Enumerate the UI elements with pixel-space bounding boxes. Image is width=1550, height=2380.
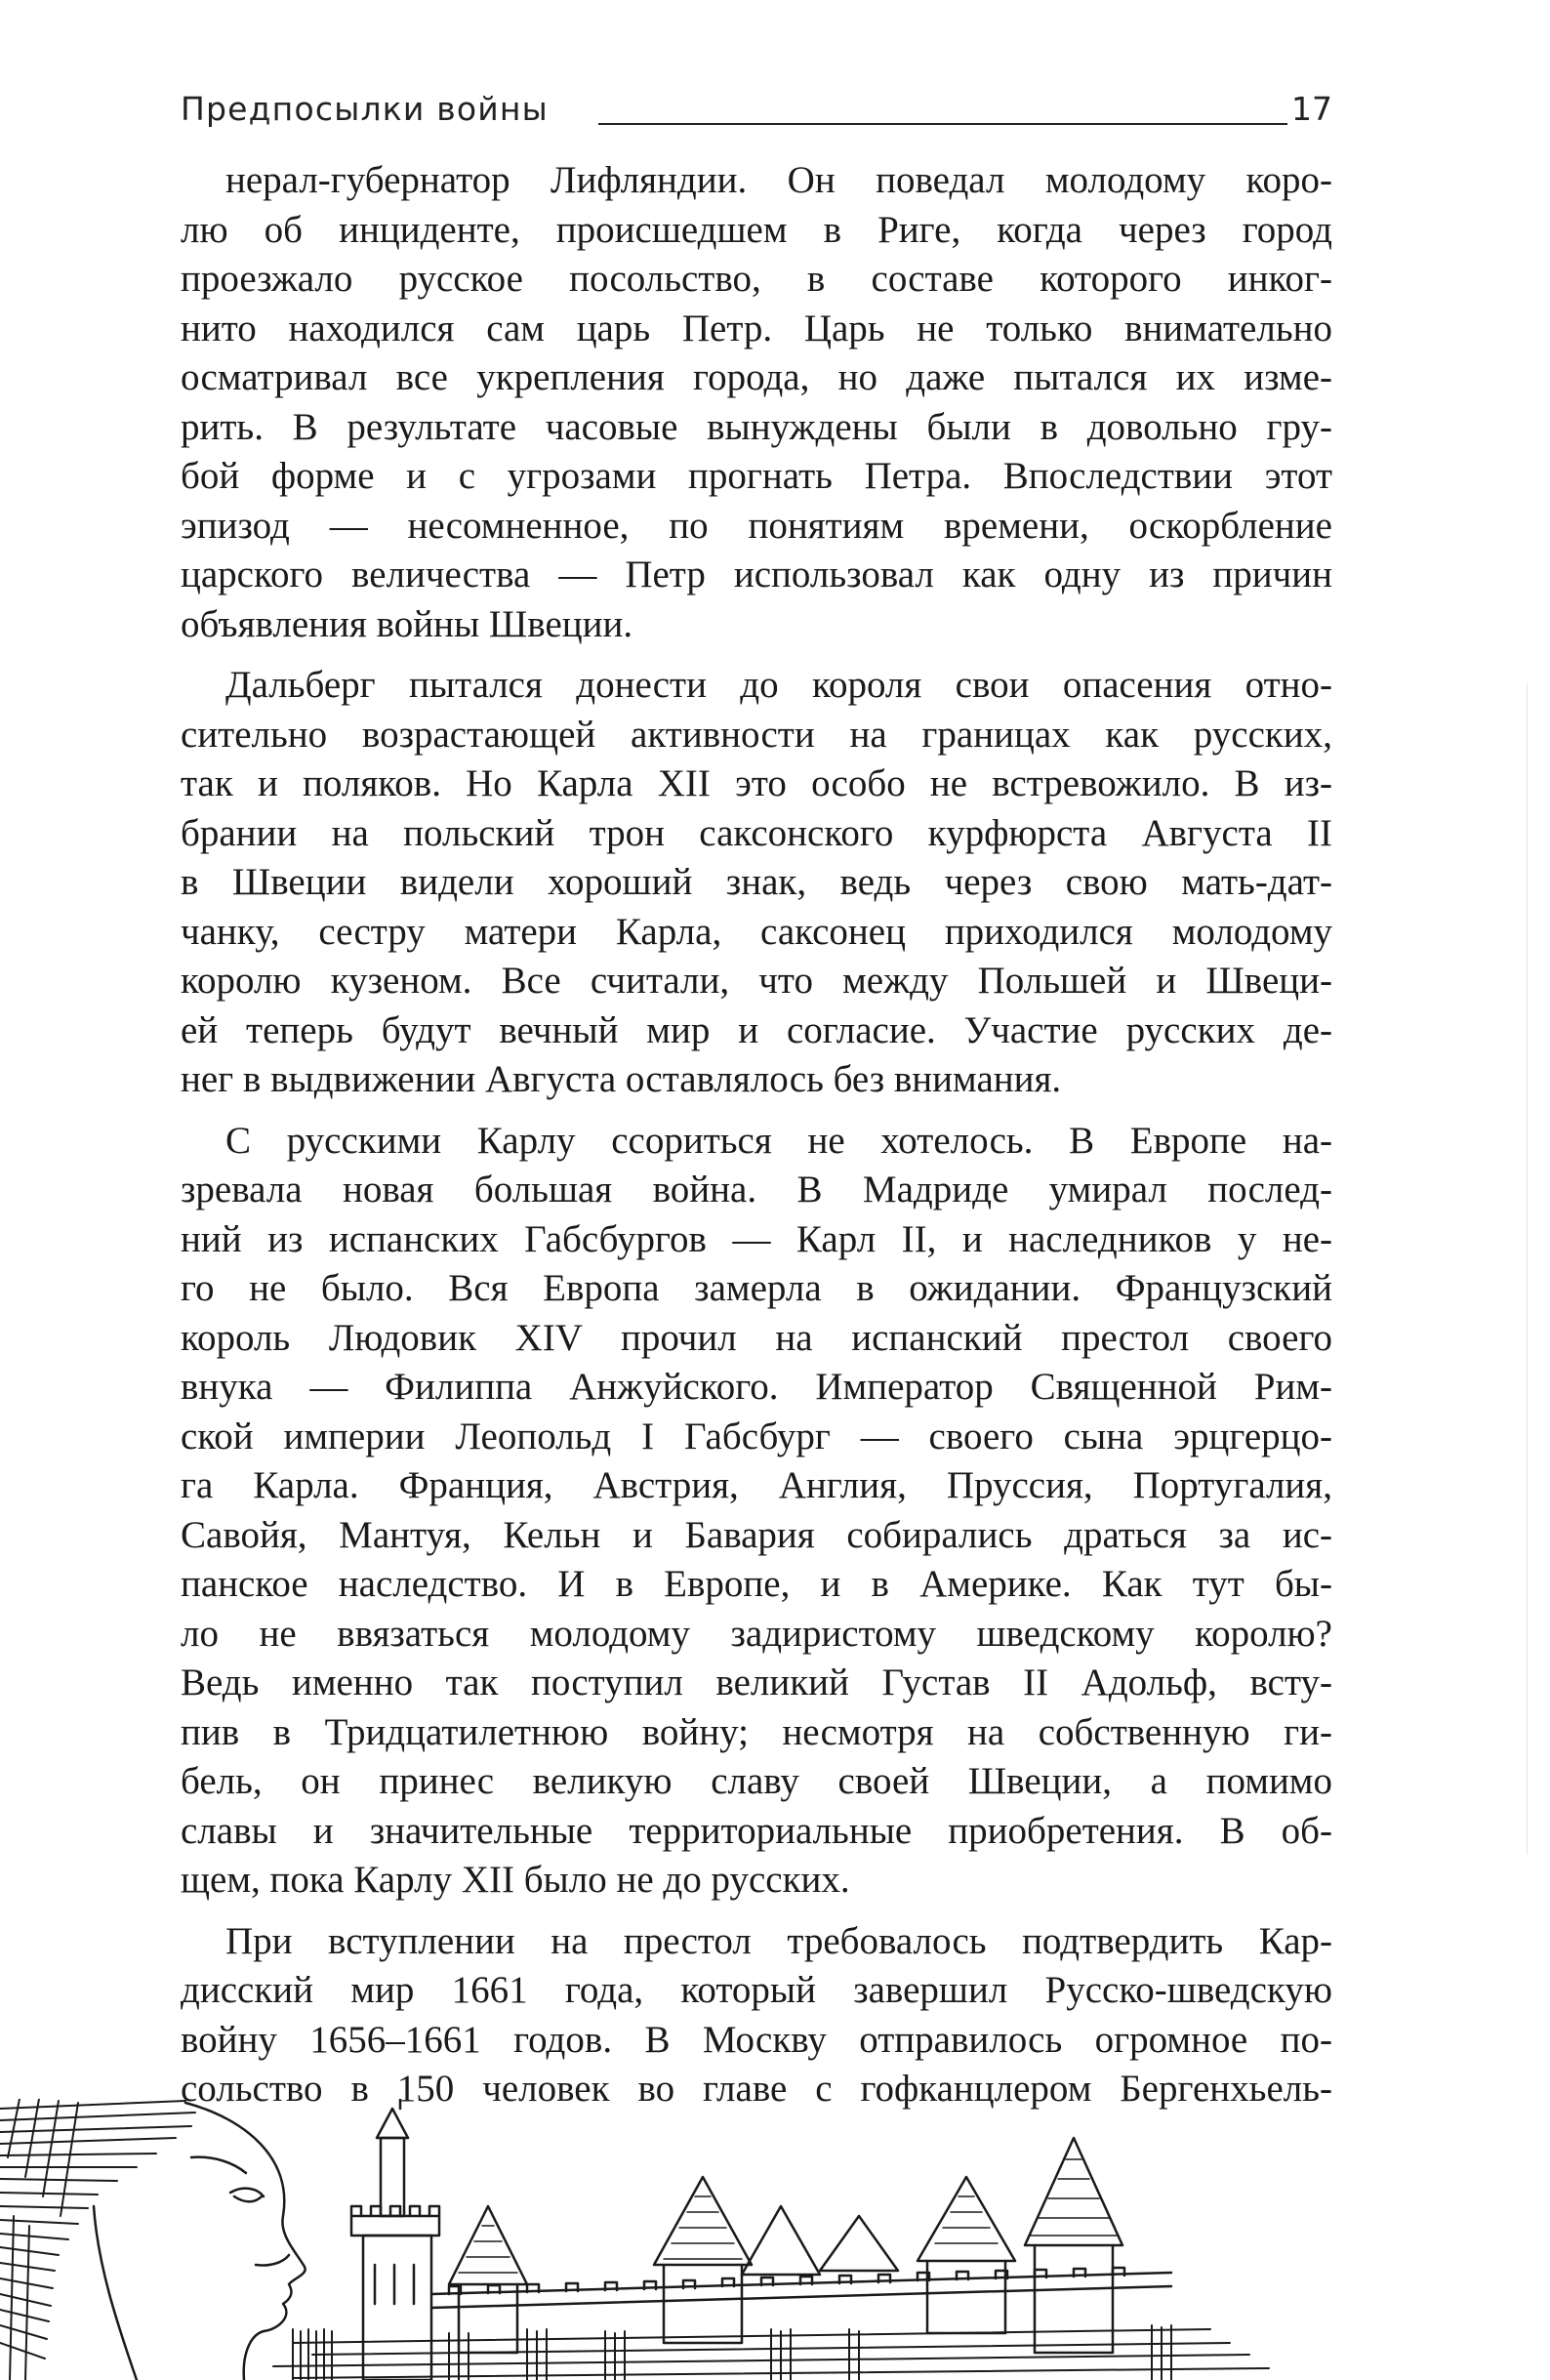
text-line: пив в Тридцатилетнюю войну; несмотря на собственную ги- xyxy=(181,1710,1332,1753)
text-line: Дальберг пытался донести до короля свои опасения отно- xyxy=(225,664,1332,706)
text-line: панское наследство. И в Европе, и в Америке. Как тут бы- xyxy=(181,1563,1332,1605)
text-line: славы и значительные территориальные приобретения. В об- xyxy=(181,1809,1332,1852)
text-line: так и поляков. Но Карла XII это особо не встревожило. В из- xyxy=(181,762,1332,804)
paragraph xyxy=(181,156,1332,649)
text-line: брании на польский трон саксонского курфюрста Августа II xyxy=(181,811,1332,854)
text-line: нег в выдвижении Августа оставлялось без внимания. xyxy=(181,1058,1062,1100)
text-line: сительно возрастающей активности на границах как русских, xyxy=(181,713,1332,756)
running-head xyxy=(181,86,1332,144)
text-line: войну 1656–1661 годов. В Москву отправилось огромное по- xyxy=(181,2018,1332,2061)
text-line: сольство в 150 человек во главе с гофканцлером Бергенхьель- xyxy=(181,2068,1332,2110)
header-rule xyxy=(598,123,1287,125)
text-line: С русскими Карлу ссориться не хотелось. В Европе на- xyxy=(225,1119,1332,1162)
text-line: го не было. Вся Европа замерла в ожидании. Французский xyxy=(181,1267,1332,1309)
text-line: При вступлении на престол требовалось подтвердить Кар- xyxy=(225,1919,1332,1962)
text-line: нерал-губернатор Лифляндии. Он поведал молодому коро- xyxy=(225,159,1332,201)
text-line: щем, пока Карлу XII было не до русских. xyxy=(181,1859,850,1901)
text-line: бой форме и с угрозами прогнать Петра. Впоследствии этот xyxy=(181,455,1332,497)
text-line: ний из испанских Габсбургов — Карл II, и наследников у не- xyxy=(181,1217,1332,1260)
text-line: га Карла. Франция, Австрия, Англия, Пруссия, Португалия, xyxy=(181,1464,1332,1506)
paragraph xyxy=(181,661,1332,1105)
text-line: лю об инциденте, происшедшем в Риге, когда через город xyxy=(181,208,1332,251)
text-line: дисский мир 1661 года, который завершил Русско-шведскую xyxy=(181,1969,1332,2011)
engraving-portrait-and-fortress-icon xyxy=(0,2099,1550,2380)
text-line: ской империи Леопольд I Габсбург — своего сына эрцгерцо- xyxy=(181,1415,1332,1457)
text-line: ло не ввязаться молодому задиристому шведскому королю? xyxy=(181,1612,1332,1655)
page-edge-mark xyxy=(1527,683,1528,1855)
paragraph xyxy=(181,1117,1332,1906)
text-line: зревала новая большая война. В Мадриде умирал послед- xyxy=(181,1169,1332,1211)
text-line: объявления войны Швеции. xyxy=(181,602,633,645)
text-line: царского величества — Петр использовал как одну из причин xyxy=(181,554,1332,595)
text-line: ей теперь будут вечный мир и согласие. Участие русских де- xyxy=(181,1008,1332,1051)
text-line: внука — Филиппа Анжуйского. Император Священной Рим- xyxy=(181,1366,1332,1408)
body-text xyxy=(181,156,1332,2114)
paragraph xyxy=(181,1917,1332,2114)
text-line: рить. В результате часовые вынуждены были в довольно гру- xyxy=(181,405,1332,448)
text-line: нито находился сам царь Петр. Царь не только внимательно xyxy=(181,307,1332,349)
text-line: король Людовик XIV прочил на испанский престол своего xyxy=(181,1316,1332,1359)
text-line: осматривал все укрепления города, но даже пытался их изме- xyxy=(181,356,1332,398)
text-line: в Швеции видели хороший знак, ведь через свою мать-дат- xyxy=(181,861,1332,903)
section-title: Предпосылки войны xyxy=(181,90,549,128)
text-line: Ведь именно так поступил великий Густав II Адольф, всту- xyxy=(181,1662,1332,1703)
text-line: Савойя, Мантуя, Кельн и Бавария собирались драться за ис- xyxy=(181,1513,1332,1556)
text-line: бель, он принес великую славу своей Швеции, а помимо xyxy=(181,1760,1332,1802)
page-number: 17 xyxy=(1291,90,1332,128)
text-line: эпизод — несомненное, по понятиям времени, оскорбление xyxy=(181,504,1332,547)
text-line: королю кузеном. Все считали, что между Польшей и Швеци- xyxy=(181,960,1332,1002)
text-line: чанку, сестру матери Карла, саксонец приходился молодому xyxy=(181,910,1332,953)
text-line: проезжало русское посольство, в составе которого инког- xyxy=(181,258,1332,300)
